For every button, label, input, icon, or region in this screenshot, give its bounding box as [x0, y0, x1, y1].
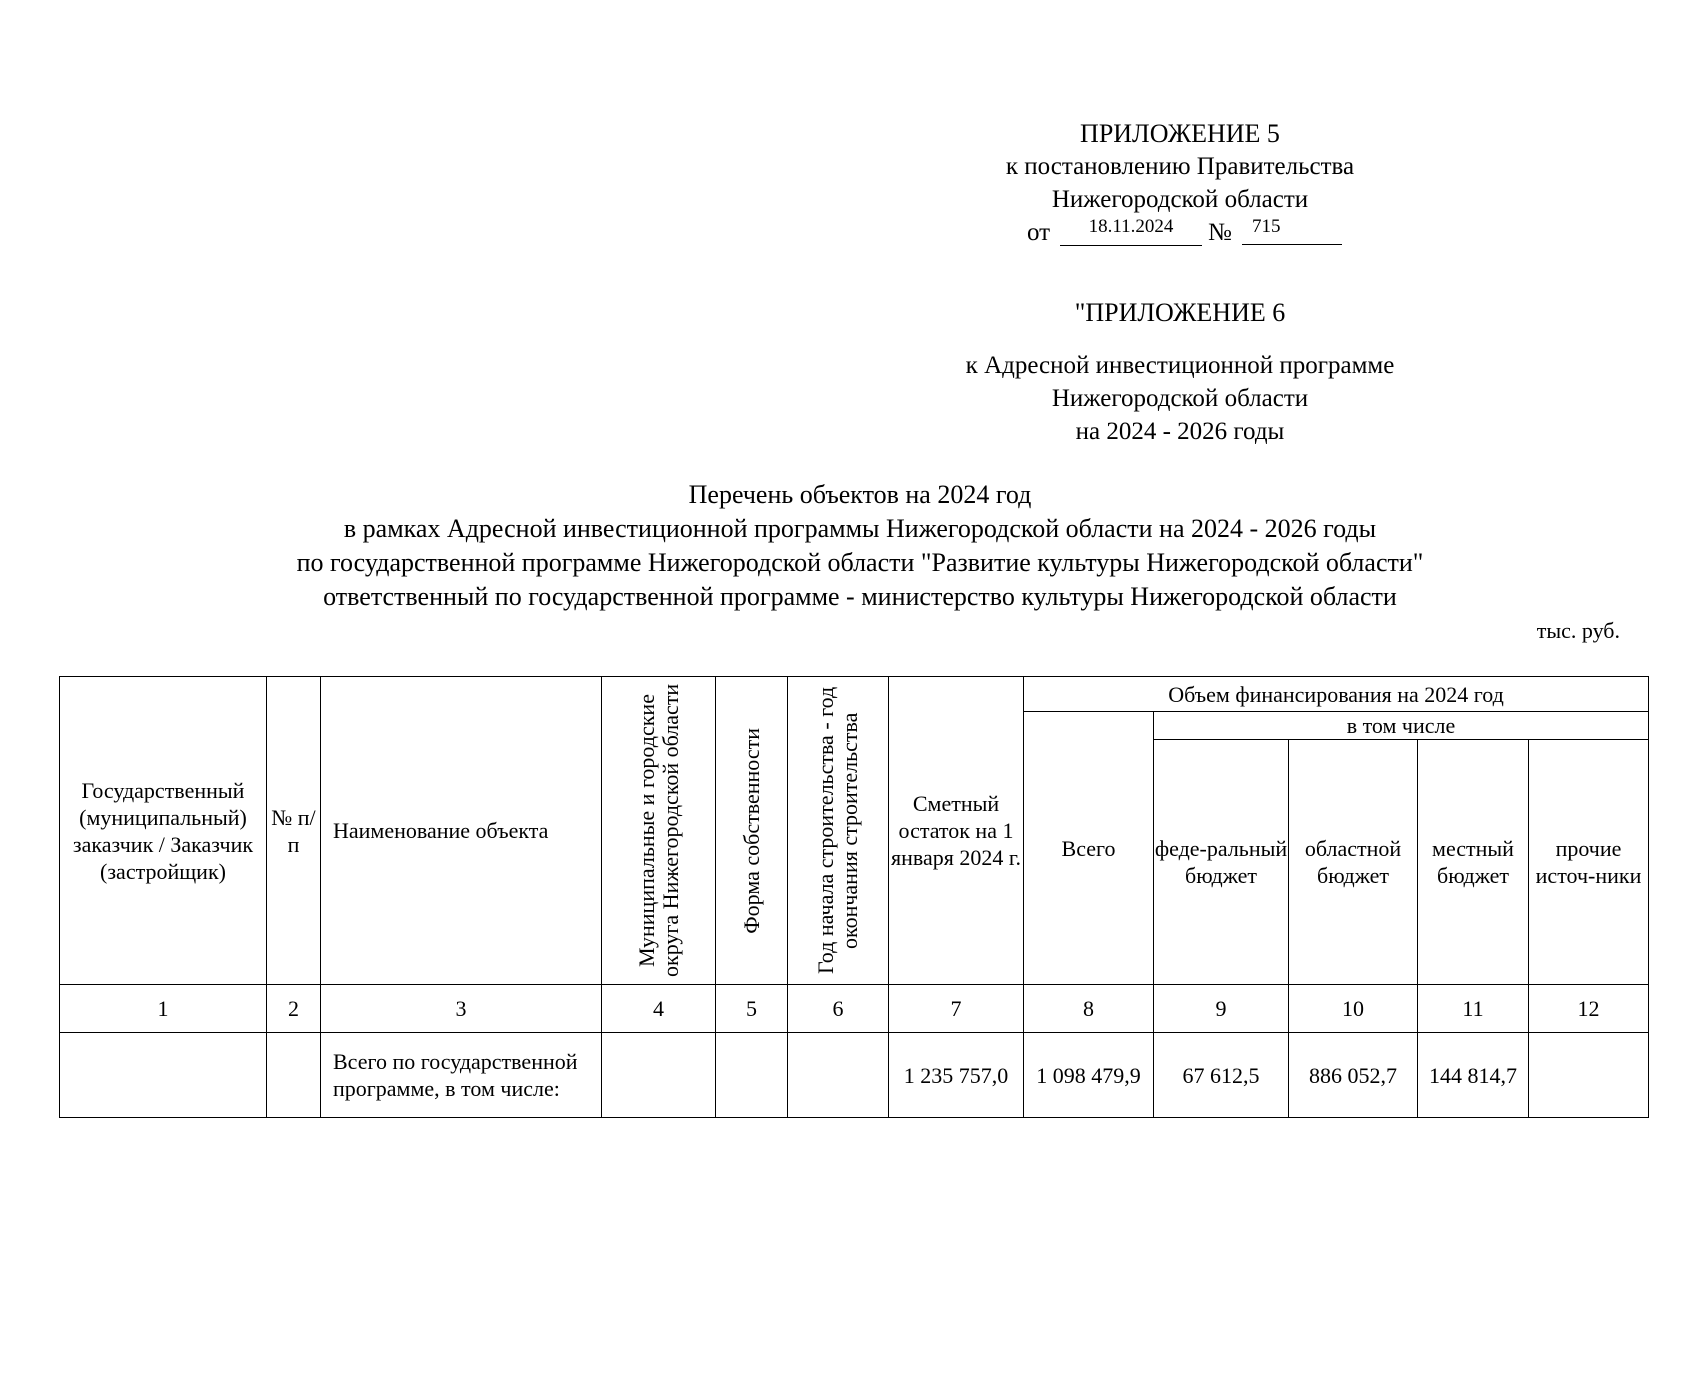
appendix-6-line-3: на 2024 - 2026 годы: [1075, 418, 1285, 445]
column-number: 9: [1154, 985, 1289, 1033]
appendix-5-title: ПРИЛОЖЕНИЕ 5: [1080, 119, 1280, 148]
cell-estimated-balance: 1 235 757,0: [889, 1033, 1024, 1118]
cell-customer: [60, 1033, 267, 1118]
decree-date: 18.11.2024: [1060, 216, 1202, 246]
header-years: [788, 677, 889, 985]
column-number-row: [60, 985, 1649, 1033]
decree-date-number-line: [950, 216, 1410, 250]
units-label: тыс. руб.: [1536, 618, 1620, 643]
cell-regional: 886 052,7: [1289, 1033, 1418, 1118]
header-years-text: Год начала строительства - год окончания строительства: [813, 686, 862, 975]
decree-number: 715: [1242, 216, 1342, 245]
header-funding-volume: Объем финансирования на 2024 год: [1024, 677, 1649, 712]
header-object-name: Наименование объекта: [321, 677, 602, 985]
column-number: 6: [788, 985, 889, 1033]
header-districts: [602, 677, 716, 985]
column-number: 11: [1418, 985, 1529, 1033]
header-ownership: [716, 677, 788, 985]
appendix-6-title: "ПРИЛОЖЕНИЕ 6: [1074, 298, 1286, 327]
cell-object-name: Всего по государственной программе, в том числе:: [321, 1033, 602, 1118]
appendix-6-line-1: к Адресной инвестиционной программе: [965, 352, 1395, 379]
column-number: 3: [321, 985, 602, 1033]
header-including: в том числе: [1154, 712, 1649, 740]
list-title: [190, 478, 1530, 614]
header-local: местный бюджет: [1418, 740, 1529, 985]
column-number: 2: [267, 985, 321, 1033]
appendix-5-line-2: Нижегородской области: [1051, 186, 1309, 213]
cell-other: [1529, 1033, 1649, 1118]
column-number: 12: [1529, 985, 1649, 1033]
column-number: 7: [889, 985, 1024, 1033]
header-num: № п/п: [267, 677, 321, 985]
cell-num: [267, 1033, 321, 1118]
header-regional: областной бюджет: [1289, 740, 1418, 985]
cell-total: 1 098 479,9: [1024, 1033, 1154, 1118]
column-number: 10: [1289, 985, 1418, 1033]
cell-federal: 67 612,5: [1154, 1033, 1289, 1118]
cell-districts: [602, 1033, 716, 1118]
column-number: 8: [1024, 985, 1154, 1033]
appendix-6-block: [900, 296, 1460, 448]
column-number: 4: [602, 985, 716, 1033]
header-other: прочие источ-ники: [1529, 740, 1649, 985]
appendix-5-line-1: к постановлению Правительства: [1005, 153, 1355, 180]
list-title-line-2: в рамках Адресной инвестиционной программы Нижегородской области на 2024 - 2026 годы: [343, 514, 1377, 543]
cell-years: [788, 1033, 889, 1118]
cell-ownership: [716, 1033, 788, 1118]
header-total: Всего: [1024, 712, 1154, 985]
list-title-line-4: ответственный по государственной программе - министерство культуры Нижегородской области: [323, 582, 1397, 611]
appendix-6-line-2: Нижегородской области: [1051, 385, 1309, 412]
header-estimated-balance: Сметный остаток на 1 января 2024 г.: [889, 677, 1024, 985]
cell-local: 144 814,7: [1418, 1033, 1529, 1118]
column-number: 1: [60, 985, 267, 1033]
header-row-1: [60, 677, 1649, 712]
table-row-total: [60, 1033, 1649, 1118]
header-customer: Государственный (муниципальный) заказчик / Заказчик (застройщик): [60, 677, 267, 985]
date-prefix: от: [1027, 219, 1051, 246]
appendix-5-block: [950, 117, 1410, 250]
list-title-line-1: Перечень объектов на 2024 год: [688, 480, 1032, 509]
header-ownership-text: Форма собственности: [738, 727, 764, 934]
financing-table: [59, 676, 1649, 1118]
header-federal: феде-ральный бюджет: [1154, 740, 1289, 985]
list-title-line-3: по государственной программе Нижегородской области "Развитие культуры Нижегородской области": [296, 548, 1424, 577]
header-districts-text: Муниципальные и городские округа Нижегородской области: [633, 683, 683, 978]
column-number: 5: [716, 985, 788, 1033]
number-sign: №: [1208, 219, 1232, 246]
